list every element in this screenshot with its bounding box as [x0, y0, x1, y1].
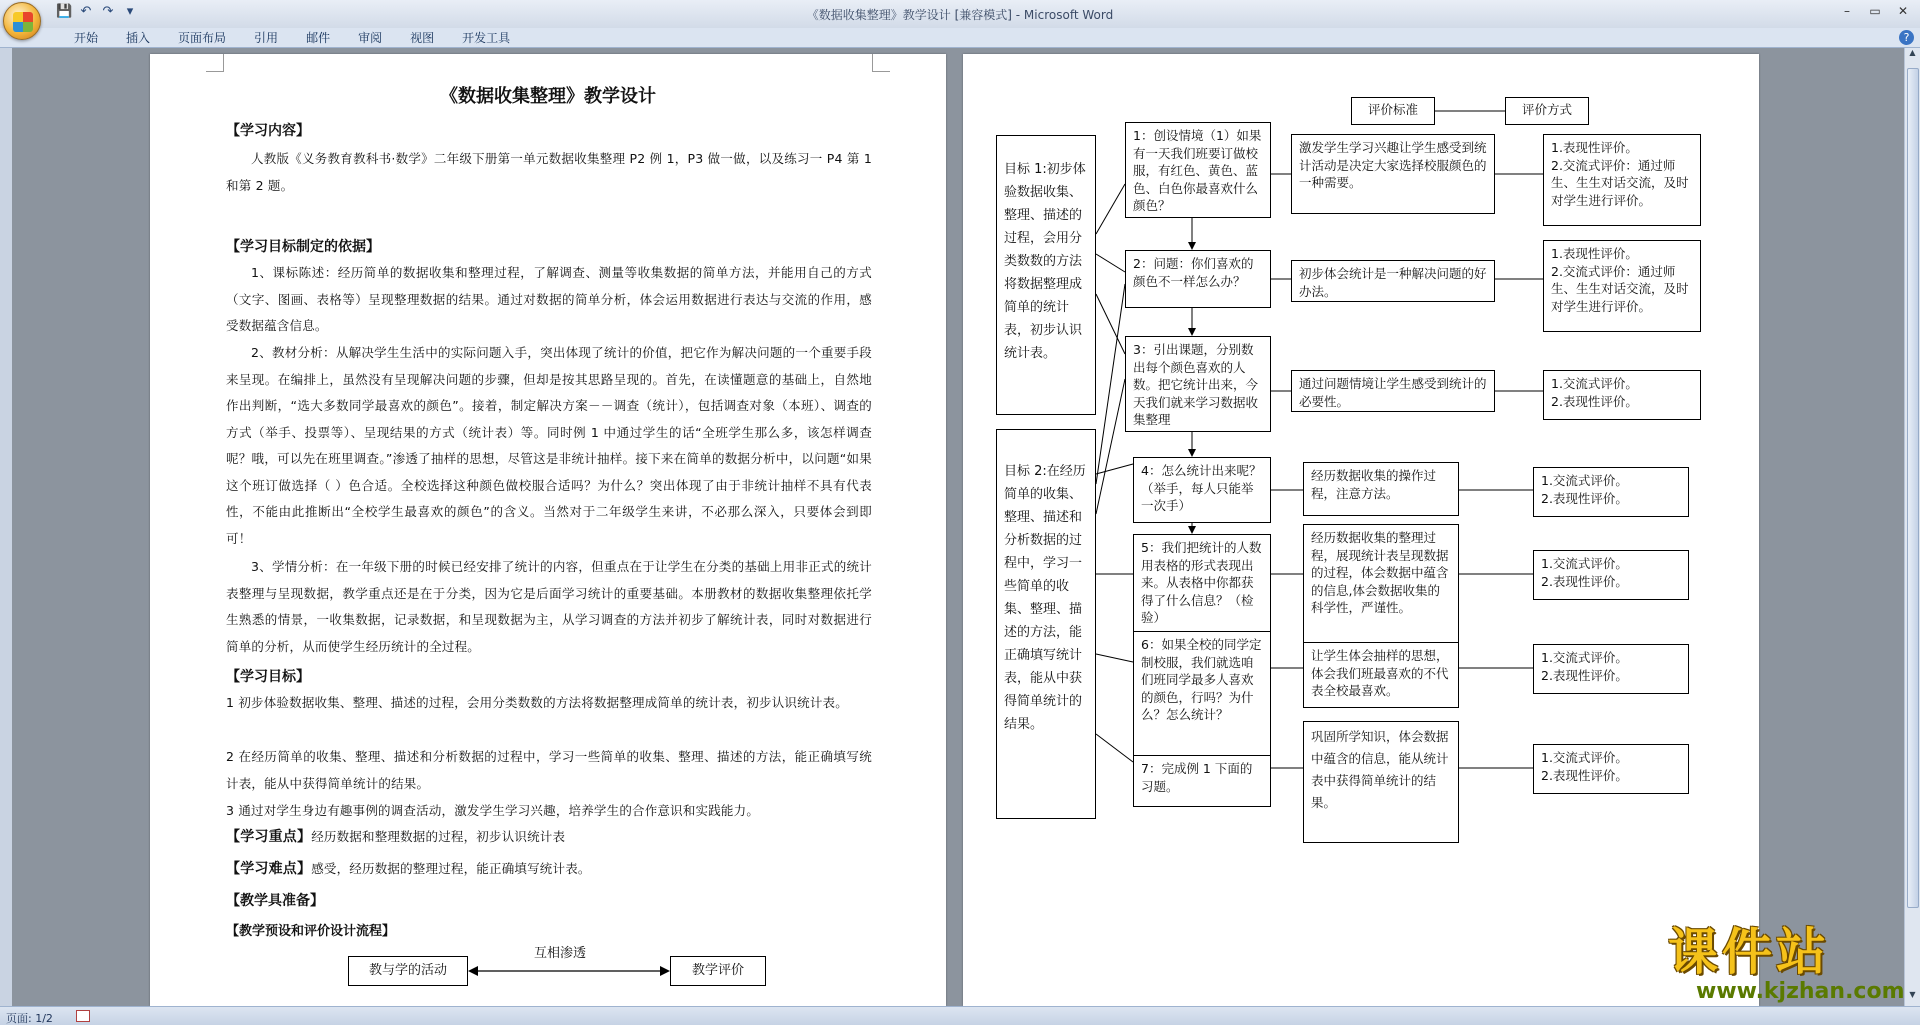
ribbon-tab-bar	[0, 28, 1920, 48]
window-controls	[1834, 2, 1916, 20]
method-box-7: 1.交流式评价。 2.表现性评价。	[1533, 744, 1689, 794]
tab-review[interactable]: 审阅	[358, 31, 383, 45]
close-button[interactable]: ✕	[1897, 4, 1909, 18]
goal-1-box: 目标 1:初步体验数据收集、整理、描述的过程，会用分类数数的方法将数据整理成简单的统计表，初步认识统计表。	[996, 135, 1096, 415]
page-count[interactable]: 页面: 1/2	[6, 1012, 53, 1025]
heading-flow: 【教学预设和评价设计流程】	[226, 924, 396, 939]
document-page-1	[150, 54, 946, 1006]
vertical-ruler	[0, 48, 12, 1006]
paragraph-basis-2: 2、教材分析：从解决学生生活中的实际问题入手，突出体现了统计的价值，把它作为解决问题的一个重要手段来呈现。在编排上，虽然没有呈现解决问题的步骤，但却是按其思路呈现的。首先，在读懂题意的基础上，自然地作出判断，“选大多数同学最喜欢的颜色”。接着，制定解决方案－－调查（统计），包括调查对象（本班）、调查的方式（举手、投票等）、呈现结果的方式（统计表）等。同时例 1 中通过学生的话“全班学生那么多，该怎样调查呢？哦，可以先在班里调查。”渗透了抽样的思想，尽管这是非统计抽样。接下来在简单的数据分析中，以问题“如果这个班订做选择（ ）色合适。全校选择这种颜色做校服合适吗？为什么？突出体现了由于非统计抽样不具有代表性，不能由此推断出“全校学生最喜欢的颜色”的含义。当然对于二年级学生来讲，不必那么深入，只要体会到即可！	[226, 345, 872, 546]
maximize-button[interactable]: ▭	[1869, 4, 1881, 18]
undo-icon[interactable]: ↶	[80, 4, 92, 19]
paragraph-goal-2: 2 在经历简单的收集、整理、描述和分析数据的过程中，学习一些简单的收集、整理、描述的方法，能正确填写统计表，能从中获得简单统计的结果。	[226, 749, 872, 791]
tab-page-layout[interactable]: 页面布局	[178, 31, 227, 45]
header-evaluation-standard: 评价标准	[1351, 97, 1435, 125]
step-box-2: 2：问题：你们喜欢的颜色不一样怎么办？	[1125, 250, 1271, 308]
save-icon[interactable]: 💾	[56, 4, 73, 19]
paragraph-goal-3: 3 通过对学生身边有趣事例的调查活动，激发学生学习兴趣，培养学生的合作意识和实践能力。	[226, 803, 760, 818]
office-button[interactable]	[3, 2, 41, 40]
step-box-4: 4：怎么统计出来呢？（举手，每人只能举一次手）	[1133, 457, 1271, 523]
step-box-6: 6：如果全校的同学定制校服，我们就选咱们班同学最多人喜欢的颜色，行吗？为什么？怎么统计？	[1133, 631, 1271, 759]
office-logo-icon	[13, 12, 33, 32]
standard-box-5: 经历数据收集的整理过程，展现统计表呈现数据的过程，体会数据中蕴含的信息,体会数据收集的科学性，严谨性。	[1303, 524, 1459, 656]
customize-qat-icon[interactable]: ▾	[126, 4, 134, 19]
vertical-scrollbar[interactable]	[1904, 48, 1920, 1006]
goal-2-box: 目标 2:在经历简单的收集、整理、描述和分析数据的过程中，学习一些简单的收集、整理、描述的方法，能正确填写统计表，能从中获得简单统计的结果。	[996, 429, 1096, 819]
step-box-3: 3：引出课题，分别数出每个颜色喜欢的人数。把它统计出来，今天我们就来学习数据收集整理	[1125, 336, 1271, 432]
margin-corner	[872, 54, 890, 72]
window-title: 《数据收集整理》教学设计 [兼容模式] - Microsoft Word	[806, 8, 1114, 22]
title-bar	[0, 0, 1920, 28]
status-bar	[0, 1006, 1920, 1025]
scroll-up-icon[interactable]: ▲	[1909, 48, 1916, 57]
paragraph-key	[226, 824, 872, 851]
standard-box-7: 巩固所学知识，体会数据中蕴含的信息，能从统计表中获得简单统计的结果。	[1303, 721, 1459, 843]
paragraph-basis-1: 1、课标陈述：经历简单的数据收集和整理过程，了解调查、测量等收集数据的简单方法，并能用自己的方式（文字、图画、表格等）呈现整理数据的结果。通过对数据的简单分析，体会运用数据进行表达与交流的作用，感受数据蕴含信息。	[226, 265, 872, 333]
tab-mailings[interactable]: 邮件	[306, 31, 331, 45]
document-title: 《数据收集整理》教学设计	[440, 86, 656, 107]
method-box-5: 1.交流式评价。 2.表现性评价。	[1533, 550, 1689, 600]
watermark-url: www.kjzhan.com	[1696, 979, 1905, 1004]
paragraph-difficulty	[226, 856, 872, 883]
standard-box-1: 激发学生学习兴趣让学生感受到统计活动是决定大家选择校服颜色的一种需要。	[1291, 134, 1495, 214]
flow-relation-label: 互相渗透	[534, 946, 587, 961]
standard-box-6: 让学生体会抽样的思想，体会我们班最喜欢的不代表全校最喜欢。	[1303, 642, 1459, 708]
paragraph-basis-3: 3、学情分析：在一年级下册的时候已经安排了统计的内容，但重点在于让学生在分类的基础上用非正式的统计表整理与呈现数据，教学重点还是在于分类，因为它是后面学习统计的重要基础。本册教材的数据收集整理依托学生熟悉的情景，一收集数据，记录数据，和呈现数据为主，从学习调查的方法并初步了解统计表，同时对数据进行简单的分析，从而使学生经历统计的全过程。	[226, 559, 872, 654]
step-box-5: 5：我们把统计的人数用表格的形式表现出来。从表格中你都获得了什么信息？（检验）	[1133, 534, 1271, 658]
heading-basis: 【学习目标制定的依据】	[226, 239, 380, 255]
scrollbar-thumb[interactable]	[1907, 68, 1919, 908]
tab-insert[interactable]: 插入	[126, 31, 151, 45]
watermark-logo	[1668, 924, 1914, 1006]
document-page-2	[963, 54, 1759, 1006]
paragraph-goal-1: 1 初步体验数据收集、整理、描述的过程，会用分类数数的方法将数据整理成简单的统计表，初步认识统计表。	[226, 695, 848, 710]
heading-key: 【学习重点】	[226, 829, 312, 845]
heading-preparation: 【教学具准备】	[226, 893, 324, 909]
method-box-6: 1.交流式评价。 2.表现性评价。	[1533, 644, 1689, 694]
difficulty-text: 感受，经历数据的整理过程，能正确填写统计表。	[311, 861, 591, 876]
standard-box-2: 初步体会统计是一种解决问题的好办法。	[1291, 260, 1495, 302]
tab-references[interactable]: 引用	[254, 31, 279, 45]
watermark-text: 课件站	[1668, 923, 1830, 981]
tab-developer[interactable]: 开发工具	[462, 31, 511, 45]
key-text: 经历数据和整理数据的过程，初步认识统计表	[311, 829, 566, 844]
heading-goals: 【学习目标】	[226, 669, 310, 685]
paragraph-content: 人教版《义务教育教科书·数学》二年级下册第一单元数据收集整理 P2 例 1，P3 做一做，以及练习一 P4 第 1 和第 2 题。	[226, 151, 872, 193]
tab-view[interactable]: 视图	[410, 31, 435, 45]
method-box-1: 1.表现性评价。 2.交流式评价：通过师生、生生对话交流，及时对学生进行评价。	[1543, 134, 1701, 226]
step-box-1: 1：创设情境（1）如果有一天我们班要订做校服，有红色、黄色、蓝色、白色你最喜欢什么颜色？	[1125, 122, 1271, 218]
redo-icon[interactable]: ↷	[102, 4, 114, 19]
scroll-down-icon[interactable]: ▼	[1909, 990, 1916, 999]
step-box-7: 7：完成例 1 下面的习题。	[1133, 755, 1271, 807]
header-evaluation-method: 评价方式	[1505, 97, 1589, 125]
method-box-2: 1.表现性评价。 2.交流式评价：通过师生、生生对话交流，及时对学生进行评价。	[1543, 240, 1701, 332]
heading-difficulty: 【学习难点】	[226, 861, 312, 877]
standard-box-4: 经历数据收集的操作过程，注意方法。	[1303, 462, 1459, 516]
flow-box-evaluation: 教学评价	[670, 956, 766, 986]
proofing-icon[interactable]	[76, 1010, 90, 1022]
minimize-button[interactable]: –	[1844, 4, 1850, 18]
double-arrow	[468, 962, 670, 980]
method-box-4: 1.交流式评价。 2.表现性评价。	[1533, 467, 1689, 517]
tab-home[interactable]: 开始	[74, 31, 99, 45]
help-icon[interactable]: ?	[1899, 30, 1914, 45]
flow-box-activities: 教与学的活动	[348, 956, 468, 986]
margin-corner	[206, 54, 224, 72]
standard-box-3: 通过问题情境让学生感受到统计的必要性。	[1291, 370, 1495, 412]
method-box-3: 1.交流式评价。 2.表现性评价。	[1543, 370, 1701, 420]
heading-content: 【学习内容】	[226, 123, 310, 139]
